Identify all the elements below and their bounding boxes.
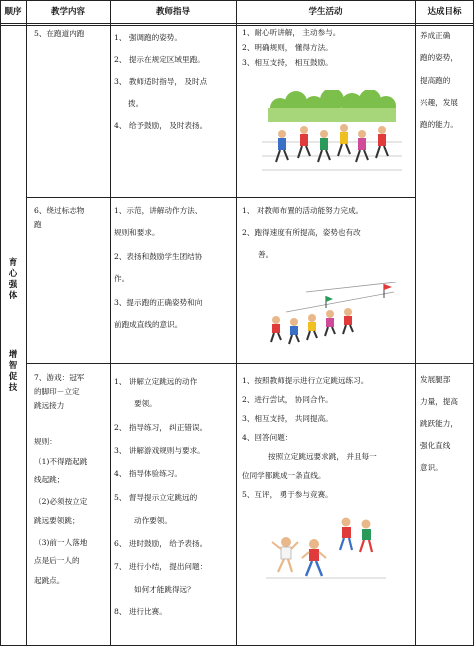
row3-teacher-7: 动作要领。 [134,516,172,525]
row1-goal-2: 跑的姿势， [420,53,458,62]
row3-teacher-11: 8、 进行比赛。 [114,607,167,616]
row3-teacher-9: 7、 进行小结， 提出问题： [114,562,208,571]
row3-goal-1: 发展腿部 [420,375,451,384]
row3-teacher-3: 2、 指导练习， 纠正错误。 [114,423,208,432]
header-content: 教学内容 [50,7,85,17]
table-border-top [0,0,474,1]
row3-teacher-10: 如何才能跳得远？ [134,585,195,594]
row-divider-1 [26,197,415,198]
col-divider-2 [110,0,111,646]
marker-running-illustration [266,282,400,348]
header-teacher: 教师指导 [155,7,190,17]
running-children-illustration [262,90,402,182]
row3-content-5: 规则： [34,437,57,446]
row3-teacher-8: 6、 进时鼓励， 给予表扬。 [114,539,208,548]
col-divider-3 [236,0,237,646]
row3-teacher-1: 1、 讲解立定跳远的动作 [114,377,198,386]
row3-student-3: 3、相互支持， 共同提高。 [242,414,333,423]
header-rule [0,23,474,24]
row1-goal-1: 养成正确 [420,31,451,40]
row2-teacher-5: 3、提示跑的正确姿势和向 [114,298,203,307]
row3-teacher-2: 要领。 [134,399,157,408]
row3-content-7: 线起跳； [34,475,65,484]
row1-teacher-2: 2、 提示在规定区域里跑。 [114,55,205,64]
col-divider-4 [415,0,416,646]
row3-content-11: 点是后一人的 [34,556,80,565]
row3-goal-5: 意识。 [420,463,443,472]
table-border-left [0,0,1,646]
row2-teacher-1: 1、示范，讲解动作方法、 [114,206,203,215]
row2-student-3: 善。 [258,250,274,259]
row3-student-2: 2、进行尝试， 协同合作。 [242,395,333,404]
row3-goal-3: 跳跃能力， [420,419,458,428]
col-divider-1 [26,0,27,646]
row3-content-9: 跳远要领跳； [34,516,80,525]
row1-goal-3: 提高跑的 [420,76,451,85]
header-student: 学生活动 [308,7,343,17]
row1-student-2: 2、明确规则， 懂得方法。 [242,43,333,52]
row3-content-1: 7、游戏：冠军 [34,373,85,382]
row1-teacher-1: 1、 强调跑的姿势。 [114,33,182,42]
row3-teacher-5: 4、 指导体验练习。 [114,469,182,478]
row3-teacher-6: 5、 督导提示立定跳远的 [114,493,198,502]
header-goal: 达成目标 [427,7,462,17]
row2-teacher-3: 2、表扬和鼓励学生团结协 [114,252,203,261]
row3-goal-2: 力量，提高 [420,397,458,406]
row3-student-1: 1、按照教师提示进行立定跳远练习。 [242,376,369,385]
row3-teacher-4: 3、 讲解游戏规则与要求。 [114,446,205,455]
row1-goal-5: 跑的能力。 [420,120,458,129]
row2-teacher-4: 作。 [114,274,130,283]
row3-goal-4: 强化直线 [420,441,451,450]
row3-student-4: 4、回答问题： [242,433,293,442]
row3-content-12: 起跳点。 [34,576,65,585]
row3-content-6: （1)不得踏起跳 [34,457,88,466]
row2-teacher-6: 前跑成直线的意识。 [114,320,183,329]
row2-teacher-2: 规则和要求。 [114,228,160,237]
row2-content-1: 6、绕过标志物 [34,206,85,215]
row1-teacher-3: 3、 教师适时指导， 及时点 [114,77,208,86]
row1-teacher-4: 拨。 [128,99,144,108]
row3-student-7: 5、互评， 勇于参与竞赛。 [242,490,333,499]
row2-student-2: 2、跑得速度有所提高，姿势也有改 [242,228,361,237]
header-order: 顺序 [4,7,22,17]
row1-content: 5、在跑道内跑 [34,29,85,38]
row3-student-5: 按照立定跳远要求跳， 并且每一 [268,452,377,461]
row-divider-2 [26,363,474,364]
side-label-top: 育 心 强 体 [8,258,18,301]
row2-content-2: 跑 [34,220,42,229]
row1-teacher-5: 4、 给予鼓励， 及时表扬。 [114,121,208,130]
row3-student-6: 位同学都跳成一条直线。 [242,471,326,480]
row1-student-3: 3、相互支持， 相互鼓励。 [242,58,333,67]
long-jump-illustration [266,512,386,586]
row1-student-1: 1、耐心听讲解， 主动参与。 [242,28,341,37]
row3-content-2: 的脚印－立定 [34,387,80,396]
row2-student-1: 1、 对教师布置的活动能努力完成。 [242,206,364,215]
row3-content-8: （2)必须按立定 [34,497,88,506]
side-label-bottom: 增 智 促 技 [8,350,18,393]
row1-goal-4: 兴趣，发展 [420,98,458,107]
row3-content-10: （3)前一人落地 [34,538,88,547]
row3-content-3: 跳远接力 [34,401,65,410]
